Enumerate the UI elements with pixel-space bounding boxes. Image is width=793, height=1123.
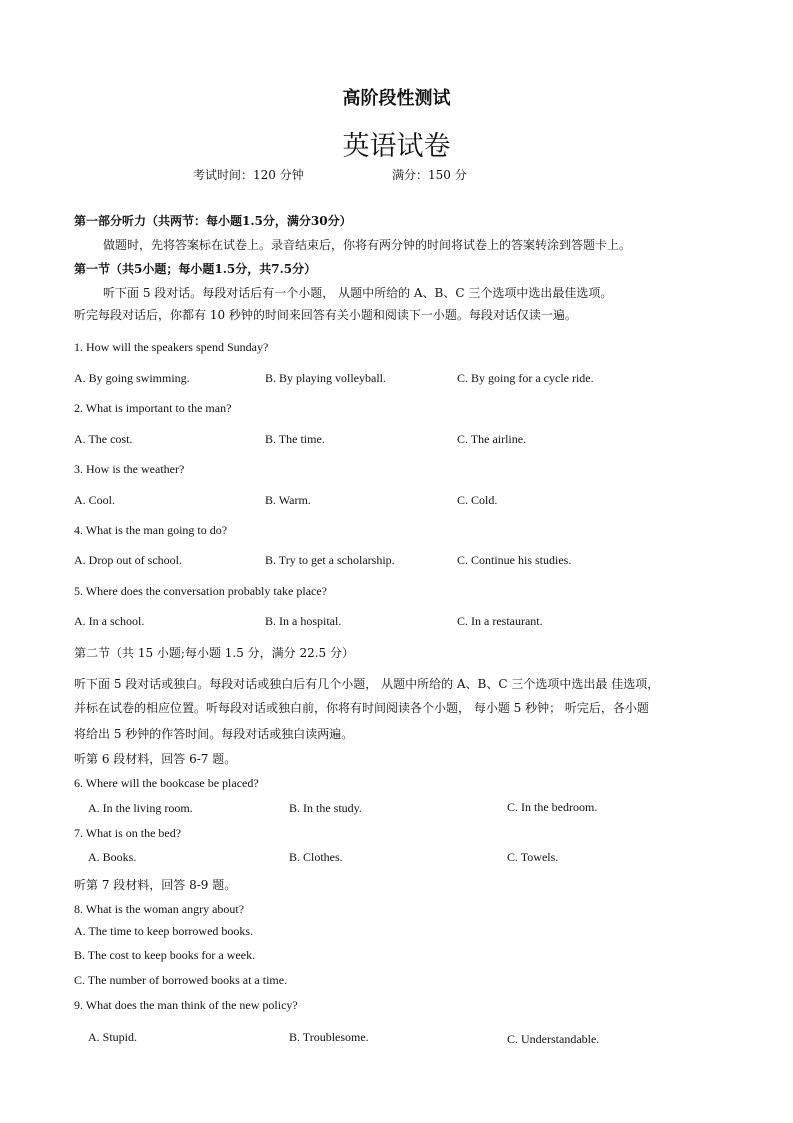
question-8-option-b: B. The cost to keep books for a week.: [74, 948, 256, 962]
section1-heading: 第一节（共5小题；每小题1.5分，共7.5分）: [74, 262, 317, 276]
question-6-option-c: C. In the bedroom.: [507, 800, 598, 814]
question-5-option-c: C. In a restaurant.: [457, 614, 543, 628]
exam-title: 高阶段性测试: [342, 88, 451, 109]
question-6: 6. Where will the bookcase be placed?: [74, 776, 259, 790]
question-7-option-b: B. Clothes.: [289, 850, 343, 864]
material-7-label: 听第 7 段材料，回答 8-9 题。: [74, 878, 237, 892]
question-7: 7. What is on the bed?: [74, 826, 182, 840]
section2-heading: 第二节（共 15 小题;每小题 1.5 分，满分 22.5 分）: [74, 646, 355, 660]
question-2-option-b: B. The time.: [265, 432, 325, 446]
question-2-option-c: C. The airline.: [457, 432, 527, 446]
question-5-option-a: A. In a school.: [74, 614, 145, 628]
question-3-option-b: B. Warm.: [265, 493, 311, 507]
question-4-option-a: A. Drop out of school.: [74, 553, 182, 567]
section1-instruction-line1: 听下面 5 段对话。每段对话后有一个小题， 从题中所给的 A、B、C 三个选项中选出最佳选项。: [103, 286, 613, 300]
question-8: 8. What is the woman angry about?: [74, 902, 245, 916]
section2-instruction-line2: 并标在试卷的相应位置。听每段对话或独白前，你将有时间阅读各个小题， 每小题 5 秒钟； 听完后，各小题: [74, 701, 649, 715]
question-2: 2. What is important to the man?: [74, 401, 232, 415]
question-4-option-c: C. Continue his studies.: [457, 553, 572, 567]
question-2-option-a: A. The cost.: [74, 432, 133, 446]
question-9-option-c: C. Understandable.: [507, 1032, 600, 1046]
exam-time: 考试时间：120 分钟: [193, 168, 304, 182]
question-9-option-a: A. Stupid.: [88, 1030, 138, 1044]
question-1-option-c: C. By going for a cycle ride.: [457, 371, 594, 385]
question-4: 4. What is the man going to do?: [74, 523, 228, 537]
question-1-option-a: A. By going swimming.: [74, 371, 190, 385]
question-7-option-c: C. Towels.: [507, 850, 559, 864]
part1-heading: 第一部分听力（共两节：每小题1.5分，满分30分）: [74, 214, 352, 228]
question-4-option-b: B. Try to get a scholarship.: [265, 553, 395, 567]
question-5-option-b: B. In a hospital.: [265, 614, 342, 628]
question-9: 9. What does the man think of the new policy?: [74, 998, 298, 1012]
question-7-option-a: A. Books.: [88, 850, 137, 864]
question-5: 5. Where does the conversation probably take place?: [74, 584, 328, 598]
full-score: 满分：150 分: [392, 168, 467, 182]
question-1: 1. How will the speakers spend Sunday?: [74, 340, 269, 354]
question-3-option-c: C. Cold.: [457, 493, 498, 507]
section1-instruction-line2: 听完每段对话后，你都有 10 秒钟的时间来回答有关小题和阅读下一小题。每段对话仅读一遍。: [74, 308, 577, 322]
question-6-option-b: B. In the study.: [289, 801, 362, 815]
question-8-option-a: A. The time to keep borrowed books.: [74, 924, 254, 938]
question-3-option-a: A. Cool.: [74, 493, 116, 507]
material-6-label: 听第 6 段材料，回答 6-7 题。: [74, 752, 237, 766]
question-3: 3. How is the weather?: [74, 462, 185, 476]
section2-instruction-line3: 将给出 5 秒钟的作答时间。每段对话或独白读两遍。: [74, 727, 354, 741]
section2-instruction-line1: 听下面 5 段对话或独白。每段对话或独白后有几个小题， 从题中所给的 A、B、C 三个选项中选出最 佳选项，: [74, 677, 660, 691]
exam-subtitle: 英语试卷: [342, 131, 451, 162]
question-1-option-b: B. By playing volleyball.: [265, 371, 386, 385]
question-9-option-b: B. Troublesome.: [289, 1030, 369, 1044]
part1-instruction: 做题时，先将答案标在试卷上。录音结束后，你将有两分钟的时间将试卷上的答案转涂到答题卡上。: [103, 238, 632, 252]
question-6-option-a: A. In the living room.: [88, 801, 193, 815]
question-8-option-c: C. The number of borrowed books at a time.: [74, 973, 288, 987]
